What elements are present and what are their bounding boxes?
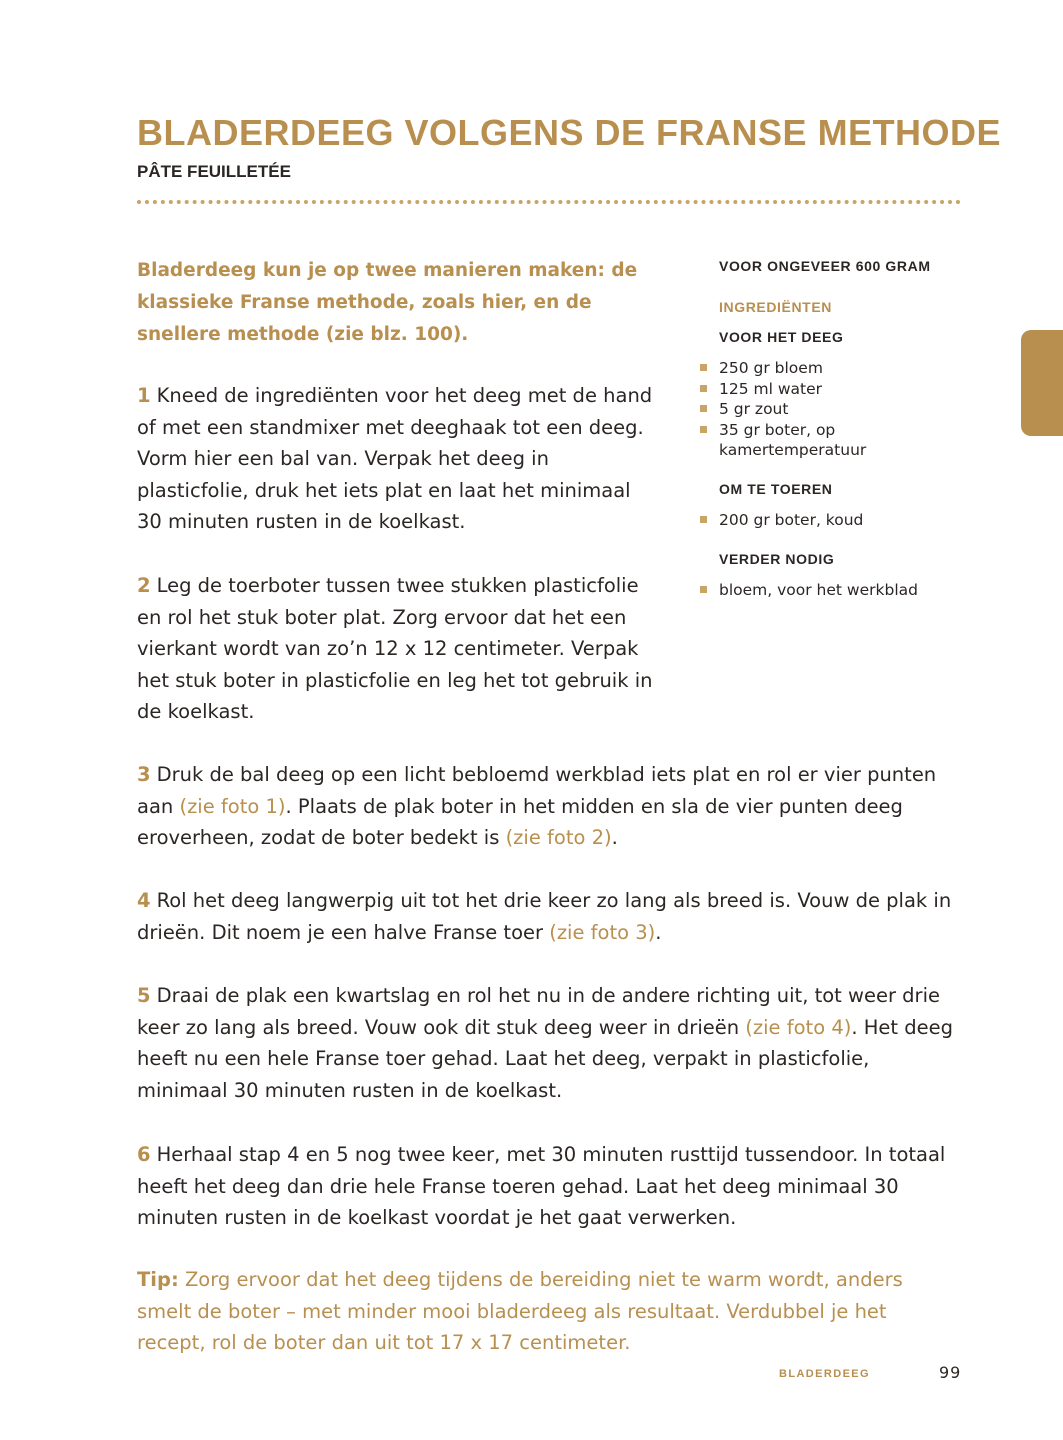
page-title: BLADERDEEG VOLGENS DE FRANSE METHODE (137, 112, 1002, 153)
step-1 (137, 380, 657, 538)
intro-text: Bladerdeeg kun je op twee manieren maken: de klassieke Franse methode, zoals hier, en de snellere methode (zie blz. 100). (137, 260, 638, 345)
page-subtitle: PÂTE FEUILLETÉE (137, 162, 291, 181)
page-number: 99 (939, 1363, 962, 1382)
photo-reference: (zie foto 2) (505, 826, 612, 849)
step-text: . Het deeg heeft nu een hele Franse toer gehad. Laat het deeg, verpakt in plasticfolie, minimaal 30 minuten rusten in de koelkast. (137, 1015, 953, 1102)
step-number: 5 (137, 984, 151, 1007)
step-text: Leg de toerboter tussen twee stukken plasticfolie en rol het stuk boter plat. Zorg ervoor dat het een vierkant wordt van zo’n 12 x 12 centimeter. Verpak het stuk boter in plasticfolie en leg het tot gebruik in de koelkast. (137, 574, 653, 723)
step-4 (137, 885, 961, 948)
group-heading-dough: VOOR HET DEEG (719, 329, 844, 345)
photo-reference: (zie foto 1) (179, 794, 286, 818)
list-item: 250 gr bloem (697, 358, 957, 379)
dotted-divider (137, 200, 961, 204)
step-text: Herhaal stap 4 en 5 nog twee keer, met 30 minuten rusttijd tussendoor. In totaal heeft het deeg dan drie hele Franse toeren gehad. Laat het deeg minimaal 30 minuten rusten in de koelkast voordat je het gaat verwerken. (137, 1143, 946, 1229)
footer-section-label: BLADERDEEG (779, 1368, 871, 1380)
step-3 (137, 759, 961, 854)
tip-label: Tip: (137, 1268, 179, 1291)
step-text: Druk de bal deeg op een licht bebloemd werkblad iets plat en rol er vier punten aan (137, 763, 937, 818)
step-text: Rol het deeg langwerpig uit tot het drie keer zo lang als breed is. Vouw de plak in drieën. Dit noem je een halve Franse toer (137, 889, 952, 944)
list-item: 35 gr boter, op kamertemperatuur (697, 420, 957, 461)
ingredients-heading: INGREDIËNTEN (719, 299, 832, 315)
list-item: bloem, voor het werkblad (697, 580, 957, 601)
step-text: Draai de plak een kwartslag en rol het nu in de andere richting uit, tot weer drie keer zo lang als breed. Vouw ook dit stuk deeg weer in drieën (137, 984, 940, 1039)
group-heading-laminating: OM TE TOEREN (719, 481, 833, 497)
photo-reference: (zie foto 4) (745, 1015, 852, 1039)
list-item: 125 ml water (697, 379, 957, 400)
group-heading-extra: VERDER NODIG (719, 551, 835, 567)
step-number: 3 (137, 763, 151, 786)
step-5 (137, 980, 961, 1106)
yield-heading: VOOR ONGEVEER 600 GRAM (719, 258, 931, 274)
step-text: . (655, 920, 662, 944)
tip-text (137, 1264, 961, 1359)
step-number: 6 (137, 1143, 151, 1166)
step-6 (137, 1139, 961, 1234)
chapter-tab-marker (1021, 330, 1063, 436)
step-number: 1 (137, 384, 151, 407)
step-number: 4 (137, 889, 151, 912)
list-item: 5 gr zout (697, 399, 957, 420)
tip-body: Zorg ervoor dat het deeg tijdens de bereiding niet te warm wordt, anders smelt de boter – met minder mooi bladerdeeg als resultaat. Verdubbel je het recept, rol de boter dan uit tot 17 x 17 centimeter. (137, 1268, 903, 1354)
step-2 (137, 570, 657, 728)
step-text: . (611, 826, 618, 849)
step-text: . Plaats de plak boter in het midden en sla de vier punten deeg eroverheen, zodat de boter bedekt is (137, 794, 903, 849)
step-text: Kneed de ingrediënten voor het deeg met de hand of met een standmixer met deeghaak tot een deeg. Vorm hier een bal van. Verpak het deeg in plasticfolie, druk het iets plat en laat het minimaal 30 minuten rusten in de koelkast. (137, 384, 653, 533)
step-number: 2 (137, 574, 151, 597)
photo-reference: (zie foto 3) (549, 920, 656, 944)
ingredient-list-dough (697, 358, 957, 461)
list-item: 200 gr boter, koud (697, 510, 957, 531)
ingredient-list-laminating (697, 510, 957, 531)
ingredient-list-extra (697, 580, 957, 601)
